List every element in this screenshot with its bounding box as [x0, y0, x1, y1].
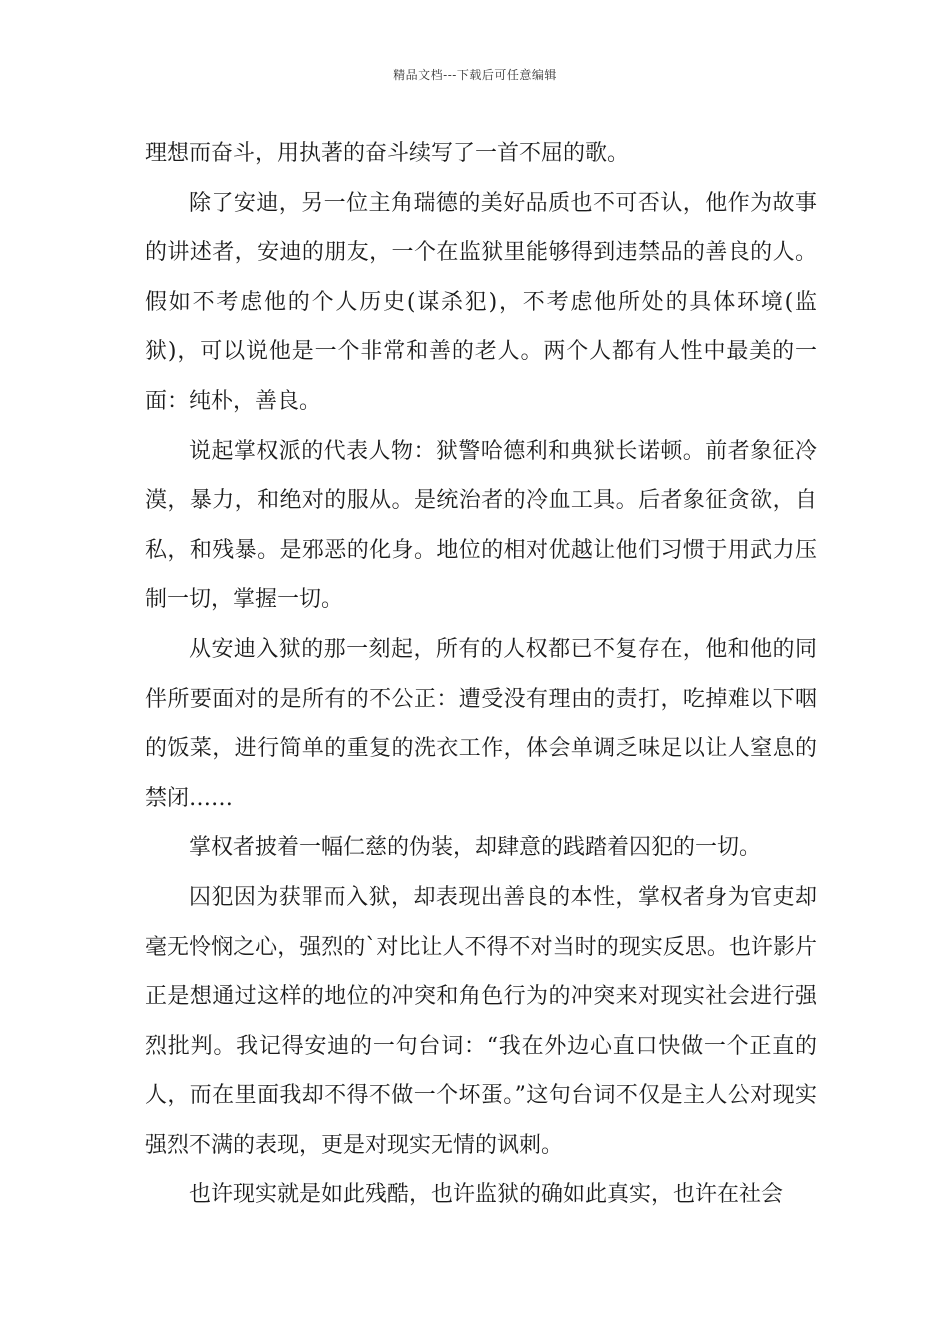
document-body	[145, 129, 817, 1220]
paragraph: 也许现实就是如此残酷，也许监狱的确如此真实，也许在社会	[189, 1182, 784, 1208]
paragraph: 囚犯因为获罪而入狱，却表现出善良的本性，掌权者身为官吏却毫无怜悯之心，强烈的`对比让人不得不对当时的现实反思。也许影片正是想通过这样的地位的冲突和角色行为的冲突来对现实社会进行强烈批判。我记得安迪的一句台词：“我在外边心直口快做一个正直的人，而在里面我却不得不做一个坏蛋。”这句台词不仅是主人公对现实强烈不满的表现，更是对现实无情的讽刺。	[145, 884, 817, 1158]
paragraph: 说起掌权派的代表人物：狱警哈德利和典狱长诺顿。前者象征冷漠，暴力，和绝对的服从。是统治者的冷血工具。后者象征贪欲，自私，和残暴。是邪恶的化身。地位的相对优越让他们习惯于用武力压制一切，掌握一切。	[145, 438, 817, 613]
paragraph: 从安迪入狱的那一刻起，所有的人权都已不复存在，他和他的同伴所要面对的是所有的不公正：遭受没有理由的责打，吃掉难以下咽的饭菜，进行简单的重复的洗衣工作，体会单调乏味足以让人窒息的禁闭……	[145, 636, 817, 811]
paragraph: 理想而奋斗，用执著的奋斗续写了一首不屈的歌。	[145, 141, 630, 166]
paragraph: 掌权者披着一幅仁慈的伪装，却肆意的践踏着囚犯的一切。	[189, 835, 762, 861]
page-header: 精品文档---下载后可任意编辑	[393, 68, 557, 82]
paragraph: 除了安迪，另一位主角瑞德的美好品质也不可否认，他作为故事的讲述者，安迪的朋友，一个在监狱里能够得到违禁品的善良的人。假如不考虑他的个人历史(谋杀犯)，不考虑他所处的具体环境(监狱)，可以说他是一个非常和善的老人。两个人都有人性中最美的一面：纯朴，善良。	[145, 190, 817, 414]
